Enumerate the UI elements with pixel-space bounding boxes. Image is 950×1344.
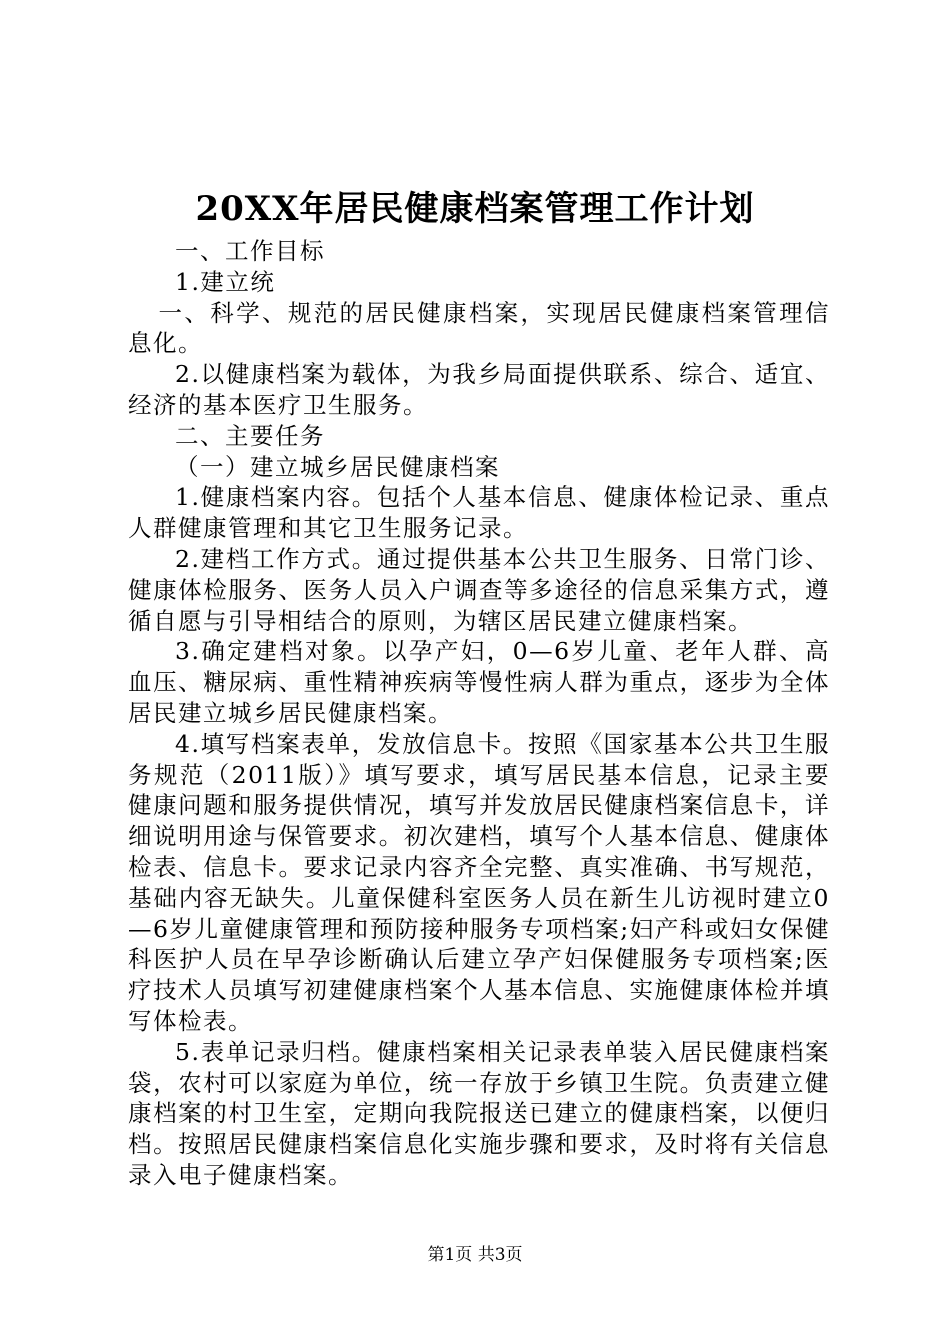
paragraph: 1.健康档案内容。包括个人基本信息、健康体检记录、重点人群健康管理和其它卫生服务记录。 [128,483,830,543]
subsection-heading: （一）建立城乡居民健康档案 [175,452,500,481]
paragraph: 4.填写档案表单，发放信息卡。按照《国家基本公共卫生服务规范（2011版）》填写要求，填写居民基本信息，记录主要健康问题和服务提供情况，填写并发放居民健康档案信息卡，详细说明用途与保管要求。初次建档，填写个人基本信息、健康体检表、信息卡。要求记录内容齐全完整、真实准确、书写规范，基础内容无缺失。儿童保健科室医务人员在新生儿访视时建立0—6岁儿童健康管理和预防接种服务专项档案;妇产科或妇女保健科医护人员在早孕诊断确认后建立孕产妇保健服务专项档案;医疗技术人员填写初建健康档案个人基本信息、实施健康体检并填写体检表。 [128,729,830,1035]
page-number: 第1页 共3页 [427,1245,523,1265]
paragraph: 一、科学、规范的居民健康档案，实现居民健康档案管理信息化。 [128,298,830,358]
section-heading: 一、工作目标 [175,237,325,265]
paragraph: 3.确定建档对象。以孕产妇，0—6岁儿童、老年人群、高血压、糖尿病、重性精神疾病等慢性病人群为重点，逐步为全体居民建立城乡居民健康档案。 [128,637,830,727]
paragraph: 1.建立统 [175,267,276,296]
section-heading: 二、主要任务 [175,421,325,450]
document-title: 20XX年居民健康档案管理工作计划 [195,189,755,229]
paragraph: 2.建档工作方式。通过提供基本公共卫生服务、日常门诊、健康体检服务、医务人员入户调查等多途径的信息采集方式，遵循自愿与引导相结合的原则，为辖区居民建立健康档案。 [128,544,830,635]
paragraph: 5.表单记录归档。健康档案相关记录表单装入居民健康档案袋，农村可以家庭为单位，统一存放于乡镇卫生院。负责建立健康档案的村卫生室，定期向我院报送已建立的健康档案，以便归档。按照居民健康档案信息化实施步骤和要求，及时将有关信息录入电子健康档案。 [128,1037,830,1189]
paragraph: 2.以健康档案为载体，为我乡局面提供联系、综合、适宜、经济的基本医疗卫生服务。 [128,360,830,419]
document-body [128,236,830,1191]
